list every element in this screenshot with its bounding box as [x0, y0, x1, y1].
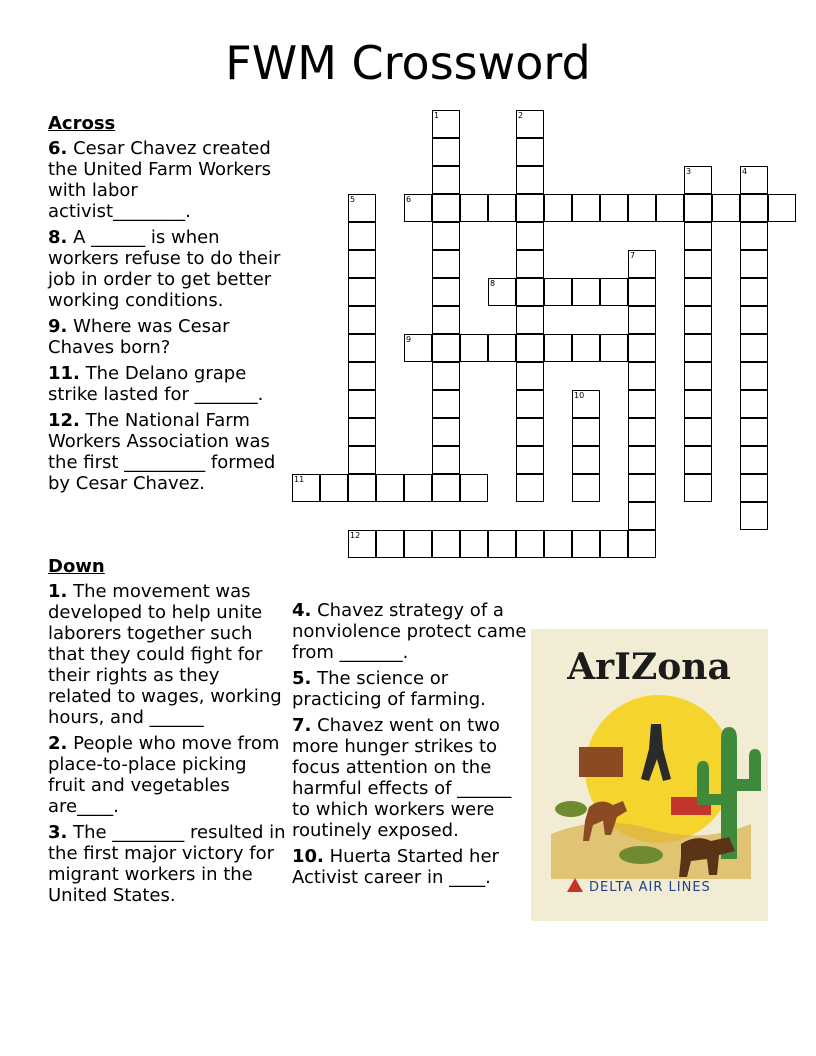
crossword-cell[interactable] [600, 278, 628, 306]
crossword-cell[interactable] [404, 194, 432, 222]
clue-down-10 [292, 846, 528, 888]
clue-text: The science or practicing of farming. [292, 668, 486, 710]
crossword-cell[interactable] [460, 530, 488, 558]
crossword-cell[interactable] [684, 278, 712, 306]
crossword-cell[interactable] [348, 362, 376, 390]
clue-number: 3. [48, 822, 68, 843]
clue-text: Cesar Chavez created the United Farm Workers with labor activist________. [48, 138, 271, 222]
crossword-cell[interactable] [600, 530, 628, 558]
crossword-cell[interactable] [348, 446, 376, 474]
crossword-cell[interactable] [432, 138, 460, 166]
crossword-cell[interactable] [516, 166, 544, 194]
clue-number: 7. [292, 715, 312, 736]
crossword-cell[interactable] [768, 194, 796, 222]
crossword-cell[interactable] [740, 418, 768, 446]
cell-number: 2 [518, 111, 524, 120]
cell-number: 1 [434, 111, 440, 120]
crossword-cell[interactable] [516, 278, 544, 306]
cell-number: 8 [490, 279, 496, 288]
crossword-cell[interactable] [348, 390, 376, 418]
crossword-cell[interactable] [572, 418, 600, 446]
crossword-cell[interactable] [572, 446, 600, 474]
clue-across-9 [48, 316, 286, 358]
clue-text: Chavez strategy of a nonviolence protect came from _______. [292, 600, 527, 663]
crossword-cell[interactable] [348, 334, 376, 362]
crossword-cell[interactable] [628, 390, 656, 418]
crossword-cell[interactable] [740, 194, 768, 222]
crossword-cell[interactable] [572, 278, 600, 306]
crossword-cell[interactable] [432, 362, 460, 390]
crossword-cell[interactable] [516, 194, 544, 222]
crossword-cell[interactable] [544, 334, 572, 362]
crossword-cell[interactable] [600, 194, 628, 222]
page-title: FWM Crossword [225, 36, 591, 90]
clue-text: The National Farm Workers Association was the first _________ formed by Cesar Chavez. [48, 410, 276, 494]
clue-number: 12. [48, 410, 80, 431]
crossword-cell[interactable] [628, 446, 656, 474]
clue-down-7 [292, 715, 528, 841]
crossword-cell[interactable] [684, 166, 712, 194]
crossword-cell[interactable] [600, 334, 628, 362]
crossword-cell[interactable] [628, 306, 656, 334]
crossword-cell[interactable] [432, 278, 460, 306]
crossword-cell[interactable] [684, 250, 712, 278]
clue-number: 5. [292, 668, 312, 689]
crossword-cell[interactable] [628, 278, 656, 306]
crossword-cell[interactable] [712, 194, 740, 222]
crossword-cell[interactable] [432, 110, 460, 138]
across-heading: Across [48, 113, 116, 134]
crossword-cell[interactable] [684, 222, 712, 250]
crossword-cell[interactable] [516, 250, 544, 278]
crossword-cell[interactable] [376, 530, 404, 558]
crossword-cell[interactable] [404, 474, 432, 502]
crossword-cell[interactable] [348, 474, 376, 502]
crossword-cell[interactable] [572, 390, 600, 418]
clue-number: 2. [48, 733, 68, 754]
crossword-cell[interactable] [432, 474, 460, 502]
clue-number: 10. [292, 846, 324, 867]
crossword-cell[interactable] [740, 362, 768, 390]
crossword-cell[interactable] [404, 530, 432, 558]
cell-number: 12 [350, 531, 361, 540]
bush-shape [619, 846, 663, 864]
clue-down-3 [48, 822, 286, 906]
cell-number: 9 [406, 335, 412, 344]
crossword-cell[interactable] [460, 334, 488, 362]
crossword-cell[interactable] [740, 446, 768, 474]
arizona-poster [531, 629, 768, 921]
clue-number: 9. [48, 316, 68, 337]
crossword-cell[interactable] [684, 390, 712, 418]
crossword-cell[interactable] [628, 474, 656, 502]
crossword-cell[interactable] [740, 222, 768, 250]
crossword-cell[interactable] [488, 334, 516, 362]
cell-number: 5 [350, 195, 356, 204]
poster-airline: DELTA AIR LINES [589, 880, 711, 895]
crossword-cell[interactable] [628, 418, 656, 446]
clue-number: 11. [48, 363, 80, 384]
clue-text: Chavez went on two more hunger strikes to focus attention on the harmful effects of ______ to which workers were routinely exposed. [292, 715, 512, 841]
crossword-cell[interactable] [684, 334, 712, 362]
crossword-cell[interactable] [684, 446, 712, 474]
clue-number: 8. [48, 227, 68, 248]
cell-number: 6 [406, 195, 412, 204]
poster-heading: ArIZona [567, 646, 731, 688]
crossword-cell[interactable] [348, 278, 376, 306]
crossword-cell[interactable] [376, 474, 404, 502]
crossword-cell[interactable] [432, 306, 460, 334]
crossword-cell[interactable] [740, 502, 768, 530]
crossword-cell[interactable] [740, 334, 768, 362]
crossword-cell[interactable] [628, 502, 656, 530]
clue-down-1 [48, 581, 286, 728]
crossword-cell[interactable] [516, 110, 544, 138]
crossword-cell[interactable] [684, 306, 712, 334]
crossword-cell[interactable] [684, 474, 712, 502]
crossword-cell[interactable] [628, 334, 656, 362]
crossword-cell[interactable] [404, 334, 432, 362]
clue-number: 4. [292, 600, 312, 621]
crossword-cell[interactable] [740, 250, 768, 278]
crossword-cell[interactable] [572, 530, 600, 558]
clue-text: The ________ resulted in the first major victory for migrant workers in the United States. [48, 822, 286, 906]
crossword-cell[interactable] [516, 446, 544, 474]
crossword-cell[interactable] [740, 390, 768, 418]
clue-text: The Delano grape strike lasted for _______. [48, 363, 264, 405]
crossword-cell[interactable] [348, 530, 376, 558]
crossword-cell[interactable] [320, 474, 348, 502]
cell-number: 3 [686, 167, 692, 176]
crossword-cell[interactable] [488, 194, 516, 222]
crossword-cell[interactable] [432, 334, 460, 362]
crossword-cell[interactable] [348, 194, 376, 222]
crossword-cell[interactable] [740, 278, 768, 306]
crossword-cell[interactable] [684, 362, 712, 390]
crossword-cell[interactable] [544, 278, 572, 306]
crossword-cell[interactable] [432, 250, 460, 278]
crossword-cell[interactable] [516, 474, 544, 502]
clue-across-11 [48, 363, 286, 405]
crossword-cell[interactable] [432, 166, 460, 194]
cell-number: 4 [742, 167, 748, 176]
clue-number: 1. [48, 581, 68, 602]
cell-number: 7 [630, 251, 636, 260]
down-heading: Down [48, 556, 105, 577]
crossword-cell[interactable] [516, 306, 544, 334]
clue-text: Where was Cesar Chaves born? [48, 316, 230, 358]
clue-across-8 [48, 227, 286, 311]
crossword-cell[interactable] [572, 474, 600, 502]
crossword-cell[interactable] [432, 222, 460, 250]
clue-down-5 [292, 668, 528, 710]
cell-number: 10 [574, 391, 585, 400]
across-clues [48, 113, 286, 499]
clue-text: The movement was developed to help unite laborers together such that they could fight for their rights as they related to wages, working hours, and ______ [48, 581, 282, 728]
crossword-cell[interactable] [348, 222, 376, 250]
crossword-cell[interactable] [544, 530, 572, 558]
crossword-cell[interactable] [516, 334, 544, 362]
crossword-cell[interactable] [684, 418, 712, 446]
crossword-cell[interactable] [348, 250, 376, 278]
crossword-cell[interactable] [572, 334, 600, 362]
crossword-cell[interactable] [488, 278, 516, 306]
crossword-cell[interactable] [292, 474, 320, 502]
crossword-cell[interactable] [348, 306, 376, 334]
clue-across-6 [48, 138, 286, 222]
crossword-cell[interactable] [432, 418, 460, 446]
clue-down-4 [292, 600, 528, 663]
clue-down-2 [48, 733, 286, 817]
crossword-cell[interactable] [432, 446, 460, 474]
crossword-cell[interactable] [544, 194, 572, 222]
clue-across-12 [48, 410, 286, 494]
crossword-cell[interactable] [432, 530, 460, 558]
crossword-cell[interactable] [740, 306, 768, 334]
down-clues [48, 556, 286, 911]
crossword-cell[interactable] [516, 138, 544, 166]
clue-text: Huerta Started her Activist career in ____. [292, 846, 499, 888]
crossword-cell[interactable] [656, 194, 684, 222]
bush-shape [555, 801, 587, 817]
crossword-cell[interactable] [348, 418, 376, 446]
crossword-cell[interactable] [516, 530, 544, 558]
crossword-cell[interactable] [628, 194, 656, 222]
crossword-cell[interactable] [628, 530, 656, 558]
cell-number: 11 [294, 475, 305, 484]
crossword-cell[interactable] [628, 250, 656, 278]
crossword-cell[interactable] [628, 362, 656, 390]
clue-number: 6. [48, 138, 68, 159]
crossword-cell[interactable] [488, 530, 516, 558]
crossword-cell[interactable] [516, 362, 544, 390]
crossword-cell[interactable] [740, 166, 768, 194]
crossword-cell[interactable] [516, 390, 544, 418]
clue-text: A ______ is when workers refuse to do their job in order to get better working conditions. [48, 227, 281, 311]
clue-text: People who move from place-to-place picking fruit and vegetables are____. [48, 733, 280, 817]
crossword-cell[interactable] [432, 194, 460, 222]
crossword-cell[interactable] [516, 222, 544, 250]
crossword-cell[interactable] [572, 194, 600, 222]
crossword-cell[interactable] [516, 418, 544, 446]
down-clues-continued [292, 600, 528, 893]
crossword-cell[interactable] [460, 474, 488, 502]
crossword-cell[interactable] [460, 194, 488, 222]
crossword-cell[interactable] [740, 474, 768, 502]
crossword-cell[interactable] [684, 194, 712, 222]
cabin-shape [579, 747, 623, 777]
crossword-cell[interactable] [432, 390, 460, 418]
